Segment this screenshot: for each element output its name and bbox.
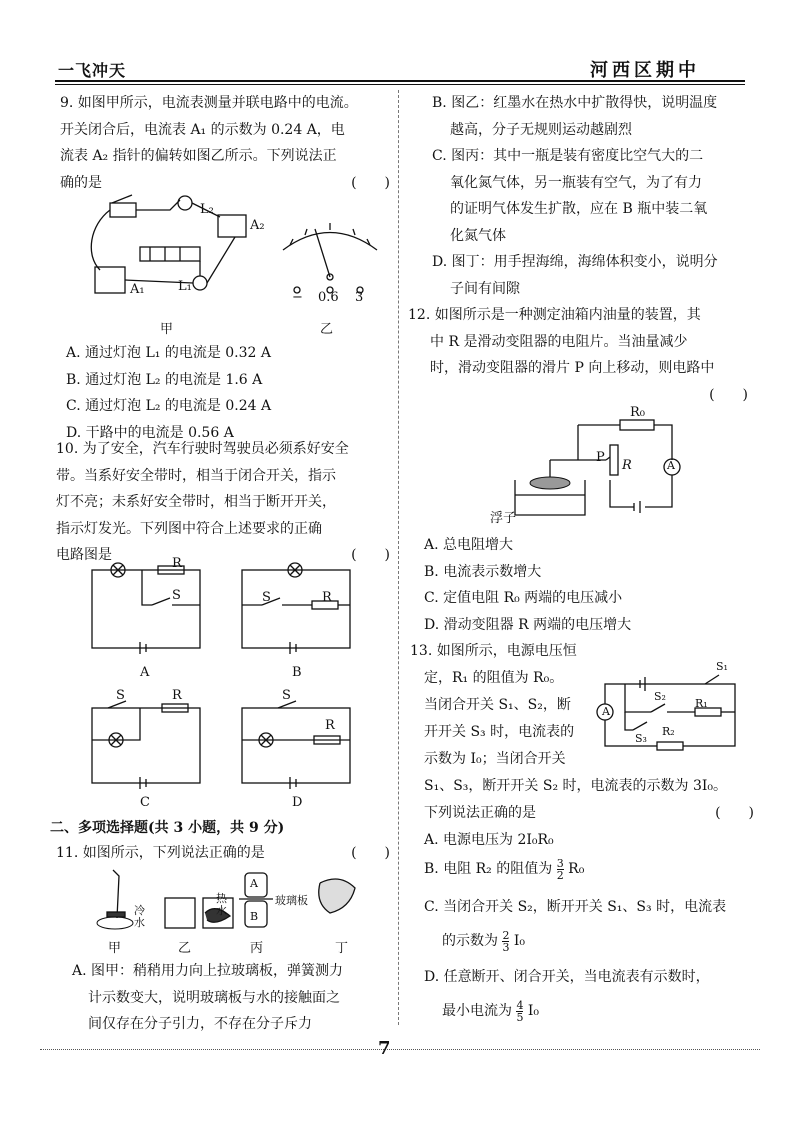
q9-line: 9. 如图甲所示，电流表测量并联电路中的电流。 [60, 95, 358, 111]
q11-option-a [72, 958, 392, 1038]
oil-gauge-figure [510, 415, 690, 525]
q12-line: 时，滑动变阻器的滑片 P 向上移动，则电路中 [430, 360, 715, 376]
q10-circuit-b [240, 560, 355, 655]
switch-base [110, 203, 136, 217]
q13-option-b-unit: R₀ [568, 861, 585, 877]
label-r: R [322, 590, 332, 605]
sponge-hand [319, 879, 355, 913]
q10-circuit-a [90, 560, 205, 655]
column-divider [398, 90, 399, 1025]
figure-label-yi: 乙 [320, 322, 334, 337]
choice-label-a: A [140, 665, 150, 680]
label-s: S [282, 688, 291, 703]
label-a2: A₂ [250, 218, 265, 233]
bottle-b-label: B [250, 910, 259, 923]
q10-circuit-c [90, 700, 205, 790]
question-12 [408, 302, 748, 408]
answer-paren: ( ) [715, 805, 754, 821]
q13-option-c-unit: I₀ [513, 933, 526, 949]
q10-line: 带。当系好安全带时，相当于闭合开关，指示 [56, 467, 336, 484]
q12-option-a: A. 总电阻增大 [424, 537, 514, 553]
q12-line: 中 R 是滑动变阻器的电阻片。当油量减少 [430, 333, 688, 350]
fraction: $\frac{2}{3}$ [502, 928, 510, 954]
q11-option-c: C. 图丙：其中一瓶是装有密度比空气大的二 [432, 148, 704, 164]
terminal-minus-label: − [292, 290, 303, 305]
label-p: P [596, 450, 605, 465]
dial-needle [315, 229, 330, 277]
label-a1: A₁ [130, 282, 145, 297]
battery-pack [140, 247, 200, 261]
q11-option-line: A. 图甲：稍稍用力向上拉玻璃板，弹簧测力 [72, 963, 344, 979]
q13-option-d-text: D. 任意断开、闭合开关，当电流表有示数时， [424, 969, 710, 985]
resistor-r2 [657, 742, 683, 750]
label-r: R [172, 556, 182, 571]
q11-option-line: 计示数变大，说明玻璃板与水的接触面之 [88, 989, 340, 1006]
answer-paren: ( ) [351, 174, 390, 191]
wire [91, 210, 110, 270]
question-13 [410, 638, 610, 773]
q9-option-b: B. 通过灯泡 L₂ 的电流是 1.6 A [66, 371, 263, 388]
q13-line: 当闭合开关 S₁、S₂，断 [424, 697, 571, 713]
choice-label-d: D [292, 795, 303, 810]
q11-option-line: 化氮气体 [450, 227, 506, 244]
label-s3: S₃ [635, 732, 647, 745]
q12-option-b: B. 电流表示数增大 [424, 563, 542, 580]
q13-line: 下列说法正确的是 [424, 805, 536, 821]
wire [136, 200, 180, 210]
brand-logo: 一飞冲天 [58, 61, 127, 80]
section-2-title: 二、多项选择题(共 3 小题，共 9 分) [50, 820, 285, 836]
q13-option-d [424, 960, 754, 1028]
q9-line: 确的是 [60, 174, 102, 191]
q11-option-line: 子间有间隙 [450, 280, 520, 297]
q10-line: 灯不亮；未系好安全带时，相当于断开开关， [56, 494, 336, 510]
label-a: A [602, 705, 610, 718]
school-title: 河西区期中 [590, 60, 700, 81]
page-number: 7 [378, 1038, 391, 1059]
switch-lever [112, 195, 132, 203]
glass-plate-label: 玻璃板 [275, 894, 308, 907]
q9-options [66, 340, 396, 446]
ammeter-a2 [218, 215, 246, 237]
spring-scale [113, 870, 119, 918]
footer-rule [40, 1049, 760, 1050]
q9-line: 开关闭合后，电流表 A₁ 的示数为 0.24 A，电 [60, 121, 345, 138]
question-11 [56, 840, 390, 867]
float [530, 477, 570, 489]
choice-label-b: B [292, 665, 302, 680]
q11-line: 11. 如图所示，下列说法正确的是 [56, 845, 265, 861]
label-r1: R₁ [695, 697, 708, 710]
q13-line: 示数为 I₀；当闭合开关 [424, 751, 566, 767]
header-rule [55, 80, 745, 82]
answer-paren: ( ) [709, 386, 748, 403]
q12-option-d: D. 滑动变阻器 R 两端的电压增大 [424, 616, 632, 633]
figure-label-jia: 甲 [160, 322, 174, 337]
q13-option-a: A. 电源电压为 2I₀R₀ [424, 832, 554, 848]
q13-option-b-text: B. 电阻 R₂ 的阻值为 [424, 861, 553, 877]
wire [207, 237, 235, 283]
question-9 [60, 90, 390, 196]
answer-paren: ( ) [351, 845, 390, 861]
figure-label-ding: 丁 [335, 941, 349, 956]
bottle-a-label: A [250, 877, 258, 890]
label-l1: L₁ [178, 279, 192, 294]
label-a: A [667, 459, 675, 472]
bulb-l2 [178, 196, 192, 210]
ammeter-a1 [95, 267, 125, 293]
cold-water-label: 冷水 [134, 904, 145, 929]
q9-option-d: D. 干路中的电流是 0.56 A [66, 424, 234, 441]
switch-s1 [705, 675, 719, 684]
q12-options [424, 532, 744, 638]
hot-water-label: 热水 [216, 892, 227, 917]
q9-line: 流表 A₂ 指针的偏转如图乙所示。下列说法正 [60, 148, 337, 164]
q11-option-line: 越高，分子无规则运动越剧烈 [450, 121, 632, 138]
q9-option-a: A. 通过灯泡 L₁ 的电流是 0.32 A [66, 345, 272, 361]
q13-option-d-text: 最小电流为 [442, 1003, 512, 1019]
terminal-3-label: 3 [355, 290, 364, 305]
question-10 [56, 436, 390, 569]
answer-paren: ( ) [351, 547, 390, 563]
q10-line: 电路图是 [56, 547, 112, 563]
label-l2: L₂ [200, 202, 214, 217]
switch-s2 [651, 704, 665, 712]
label-r: R [172, 688, 182, 703]
q13-continued [424, 773, 754, 854]
q13-line: S₁、S₃，断开开关 S₂ 时，电流表的示数为 3I₀。 [424, 778, 728, 794]
label-r0: R₀ [630, 405, 645, 420]
q10-line: 指示灯发光。下列图中符合上述要求的正确 [56, 520, 322, 537]
choice-label-c: C [140, 795, 150, 810]
fraction: $\frac{4}{5}$ [516, 998, 524, 1024]
q10-line: 10. 为了安全，汽车行驶时驾驶员必须系好安全 [56, 441, 349, 457]
label-s2: S₂ [654, 690, 666, 703]
figure-label-bing: 丙 [250, 941, 264, 956]
label-r: R [622, 458, 632, 473]
rheostat-r [610, 445, 618, 475]
dial-scale [283, 233, 377, 251]
figure-label-yi: 乙 [178, 941, 192, 956]
cold-water-beaker [165, 898, 195, 928]
q11-option-line: 的证明气体发生扩散，应在 B 瓶中装二氧 [450, 201, 708, 217]
q11-option-line: 间仅存在分子引力，不存在分子斥力 [88, 1016, 312, 1032]
q11-option-b: B. 图乙：红墨水在热水中扩散得快，说明温度 [432, 95, 718, 111]
terminal-06-label: 0.6 [318, 290, 339, 305]
q13-circuit [595, 672, 745, 752]
q13-option-c-text: 的示数为 [442, 933, 498, 949]
label-s: S [262, 590, 271, 605]
q13-option-d-unit: I₀ [527, 1003, 540, 1019]
q11-option-line: 氧化氮气体，另一瓶装有空气，为了有力 [450, 174, 702, 191]
resistor-r0 [620, 420, 654, 430]
q11-option-d: D. 图丁：用手捏海绵，海绵体积变小，说明分 [432, 254, 718, 270]
figure-label-jia: 甲 [108, 941, 122, 956]
label-r2: R₂ [662, 725, 675, 738]
q13-option-b [424, 852, 754, 886]
fraction: $\frac{3}{2}$ [556, 856, 564, 882]
q12-line: 12. 如图所示是一种测定油箱内油量的装置，其 [408, 307, 701, 323]
q13-line: 13. 如图所示，电源电压恒 [410, 643, 577, 659]
q13-option-c [424, 890, 754, 958]
q13-line: 定，R₁ 的阻值为 R₀。 [424, 670, 564, 686]
q9-circuit-figure [70, 195, 270, 315]
label-s: S [116, 688, 125, 703]
q13-option-c-text: C. 当闭合开关 S₂，断开开关 S₁、S₃ 时，电流表 [424, 899, 727, 915]
q10-circuit-d [240, 700, 355, 790]
switch-s3 [633, 722, 647, 730]
q11-options-continued [432, 90, 752, 302]
label-s: S [172, 588, 181, 603]
q9-option-c: C. 通过灯泡 L₂ 的电流是 0.24 A [66, 398, 272, 414]
bulb-l1 [193, 276, 207, 290]
header-rule-thin [55, 84, 745, 85]
label-r: R [325, 718, 335, 733]
label-s1: S₁ [716, 660, 728, 673]
q12-option-c: C. 定值电阻 R₀ 两端的电压减小 [424, 590, 623, 606]
label-float: 浮子 [490, 511, 517, 526]
q13-line: 开开关 S₃ 时，电流表的 [424, 724, 575, 740]
